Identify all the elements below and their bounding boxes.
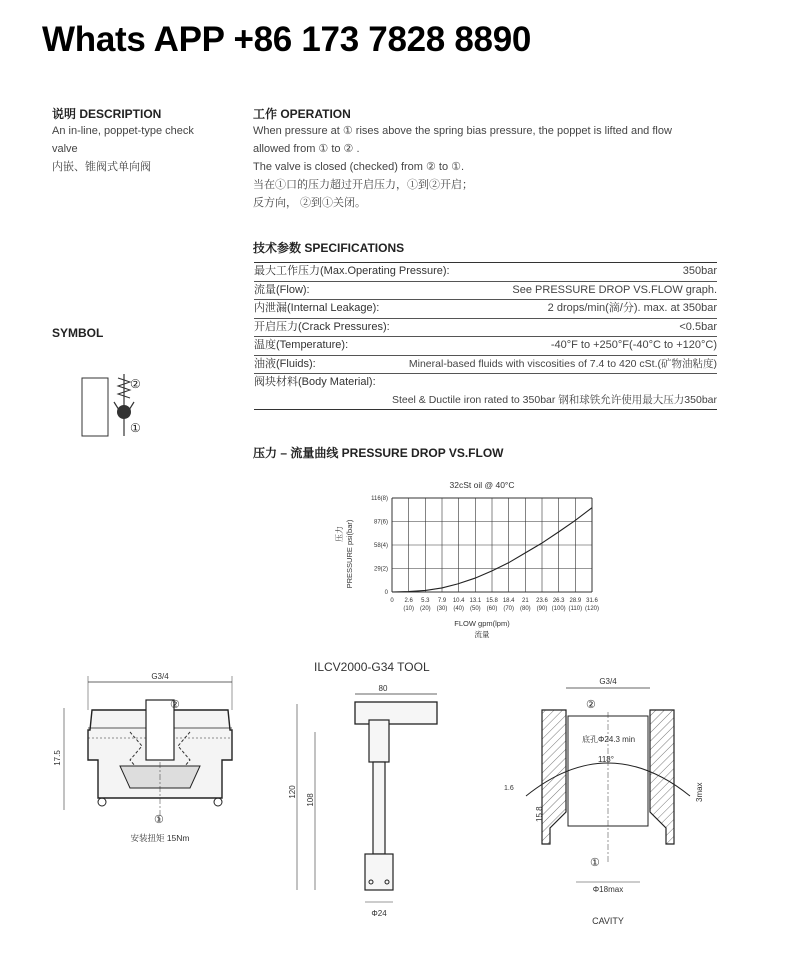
x-tick-label-lpm: (70) [503,606,515,612]
operation-text [253,122,733,212]
spec-value: Mineral-based fluids with viscosities of 7.4 to 420 cSt.(矿物油粘度) [408,357,717,370]
port-1-label: ① [154,814,164,826]
spec-label: 阀块材料(Body Material): [254,376,376,388]
x-tick-label: 26.3 [552,598,565,604]
chart-title: 32cSt oil @ 40°C [449,480,515,490]
x-tick-label: 0 [390,598,394,604]
torque-label: 安装扭矩 15Nm [130,833,190,843]
seal-ring-icon [98,798,106,806]
chart-x-ticks [390,598,599,612]
operation-line: 当在①口的压力超过开启压力，①到②开启； [253,179,473,191]
x-tick-label: 23.6 [536,598,548,604]
x-tick-label: 21 [521,598,529,604]
spec-row [254,392,717,411]
x-tick-label: 13.1 [469,598,482,604]
spec-label: 最大工作压力(Max.Operating Pressure): [254,265,450,277]
spec-label: 流量(Flow): [254,283,310,296]
x-tick-label-lpm: (50) [469,606,481,612]
x-tick-label-lpm: (60) [486,606,498,612]
spec-value: Steel & Ductile iron rated to 350bar 钢和球铁允许使用最大压力350bar [391,393,717,406]
cavity-bottom-dim: Φ18max [592,885,624,894]
description-line: valve [52,143,78,155]
chart-xlabel: FLOW gpm(lpm) [454,619,510,628]
operation-line: The valve is closed (checked) from ② to ①. [253,161,465,173]
spec-value: 350bar [682,265,717,277]
x-tick-label-lpm: (100) [551,606,566,612]
operation-heading: 工作 OPERATION [253,107,351,121]
tool-height-dim-1: 120 [288,785,297,799]
tool-drawing [285,680,455,920]
spec-value: <0.5bar [679,320,717,333]
chart-ylabel-cn: 压力 [335,526,344,542]
cavity-port-2: ② [586,699,596,711]
spec-row [254,300,717,319]
x-tick-label: 18.4 [502,598,515,604]
spec-row [254,319,717,338]
spec-row [254,337,717,356]
spec-row [254,356,717,375]
description-text [52,122,194,176]
x-tick-label-lpm: (110) [568,606,583,612]
chart-xlabel-cn: 流量 [474,630,490,639]
x-tick-label: 2.6 [404,598,413,604]
check-valve-symbol [80,370,150,440]
spec-row [254,374,717,392]
x-tick-label: 31.6 [586,598,598,604]
x-tick-label-lpm: (10) [403,606,415,612]
height-dim: 17.5 [53,750,62,766]
spec-label: 内泄漏(Internal Leakage): [254,302,380,314]
operation-line: 反方向， ②到①关闭。 [253,197,367,209]
x-tick-label-lpm: (80) [519,606,531,612]
symbol-port-1: ① [130,421,141,435]
spec-row [254,282,717,301]
pressure-drop-chart [330,472,620,644]
cavity-3max-label: 3max [695,782,704,802]
specifications-table [254,262,717,410]
cavity-port-1: ① [590,857,600,869]
y-tick-label: 29(2) [373,566,388,573]
tool-width-dim: 80 [378,684,388,693]
x-tick-label-lpm: (30) [436,606,448,612]
tool-dia-dim: Φ24 [371,909,387,918]
cavity-15-8-label: 15.8 [535,806,544,822]
spec-label: 开启压力(Crack Pressures): [254,320,390,333]
chart-grid [392,498,592,592]
description-line: 内嵌、锥阀式单向阀 [52,161,151,173]
tool-title: ILCV2000-G34 TOOL [314,660,430,674]
operation-line: When pressure at ① rises above the spring bias pressure, the poppet is lifted and flow [253,125,672,137]
x-tick-label: 15.8 [486,598,498,604]
port-2-label: ② [170,699,180,711]
x-tick-label: 5.3 [421,598,430,604]
cavity-1-6-label: 1.6 [504,785,514,792]
cavity-thread-label: G3/4 [599,677,617,686]
x-tick-label: 10.4 [452,598,465,604]
cavity-hole-label: 底孔Φ24.3 min [582,735,636,744]
x-tick-label-lpm: (90) [536,606,548,612]
description-heading: 说明 DESCRIPTION [52,107,162,121]
tool-neck [369,720,389,762]
x-tick-label-lpm: (40) [453,606,465,612]
thread-label: G3/4 [151,672,169,681]
chart-ylabel: PRESSURE psi(bar) [345,519,354,589]
specifications-heading: 技术参数 SPECIFICATIONS [253,241,405,255]
operation-line: allowed from ① to ② . [253,143,360,155]
cavity-drawing [490,672,730,934]
spec-value: 2 drops/min(滴/分). max. at 350bar [547,302,717,314]
x-tick-label: 7.9 [437,598,447,604]
spec-label: 油液(Fluids): [254,357,316,370]
tool-height-dim-2: 108 [306,793,315,807]
spec-row [254,263,717,282]
graph-heading: 压力 – 流量曲线 PRESSURE DROP VS.FLOW [253,446,504,460]
description-line: An in-line, poppet-type check [52,125,194,137]
spec-label: 温度(Temperature): [254,339,349,351]
y-tick-label: 0 [384,590,388,596]
valve-cross-section [50,670,260,850]
spec-value: -40°F to +250°F(-40°C to +120°C) [550,339,717,351]
symbol-box [82,378,108,436]
tool-handle [355,702,437,724]
y-tick-label: 116(8) [371,496,388,502]
seal-ring-icon [214,798,222,806]
symbol-port-2: ② [130,377,141,391]
tool-shaft [373,762,385,854]
x-tick-label-lpm: (20) [419,606,431,612]
tool-head [365,854,393,890]
x-tick-label-lpm: (120) [584,606,600,612]
cavity-angle-label: 118° [598,755,614,764]
symbol-heading: SYMBOL [52,326,104,340]
y-tick-label: 58(4) [373,543,388,549]
cavity-title: CAVITY [592,916,624,926]
spec-value: See PRESSURE DROP VS.FLOW graph. [512,283,717,296]
x-tick-label: 28.9 [569,598,582,604]
whatsapp-banner: Whats APP +86 173 7828 8890 [42,20,532,59]
y-tick-label: 87(6) [373,519,388,526]
chart-y-ticks [371,496,389,596]
